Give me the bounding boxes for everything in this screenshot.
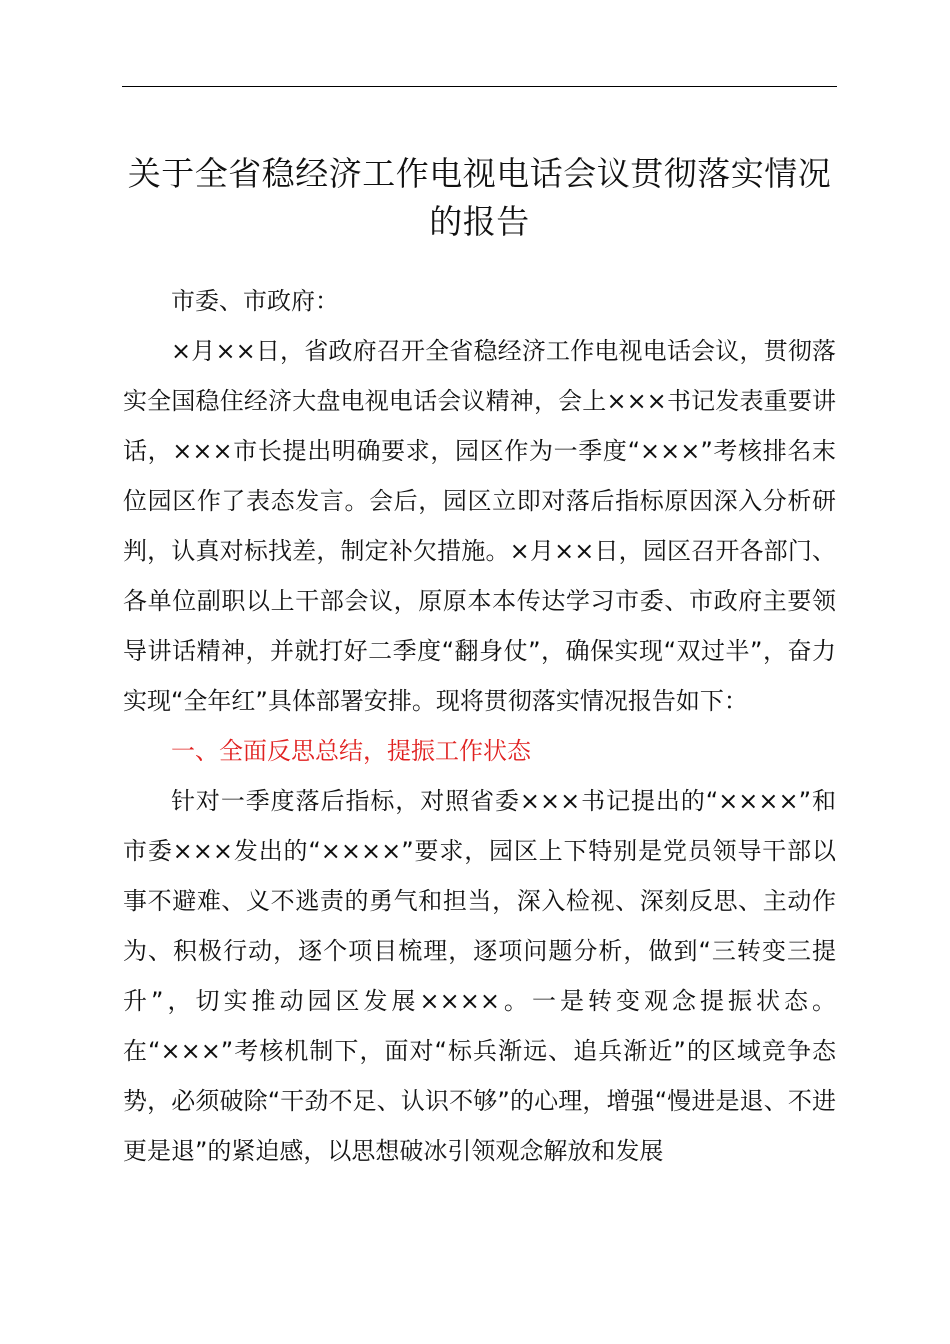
salutation: 市委、市政府： [171,287,339,315]
section-heading-1: 一、全面反思总结，提振工作状态 [171,737,531,765]
document-body [123,276,836,1176]
header-rule [122,86,837,87]
paragraph-intro: ×月××日，省政府召开全省稳经济工作电视电话会议，贯彻落实全国稳住经济大盘电视电话会议精神，会上×××书记发表重要讲话，×××市长提出明确要求，园区作为一季度“×××”考核排名末位园区作了表态发言。会后，园区立即对落后指标原因深入分析研判，认真对标找差，制定补欠措施。×月××日，园区召开各部门、各单位副职以上干部会议，原原本本传达学习市委、市政府主要领导讲话精神，并就打好二季度“翻身仗”，确保实现“双过半”，奋力实现“全年红”具体部署安排。现将贯彻落实情况报告如下： [123,337,836,715]
document-title: 关于全省稳经济工作电视电话会议贯彻落实情况的报告 [127,154,832,241]
paragraph-section-1: 针对一季度落后指标，对照省委×××书记提出的“××××”和市委×××发出的“××××”要求，园区上下特别是党员领导干部以事不避难、义不逃责的勇气和担当，深入检视、深刻反思、主动作为、积极行动，逐个项目梳理，逐项问题分析，做到“三转变三提升”，切实推动园区发展××××。一是转变观念提振状态。在“×××”考核机制下，面对“标兵渐远、追兵渐近”的区域竞争态势，必须破除“干劲不足、认识不够”的心理，增强“慢进是退、不进更是退”的紧迫感，以思想破冰引领观念解放和发展 [123,787,836,1165]
